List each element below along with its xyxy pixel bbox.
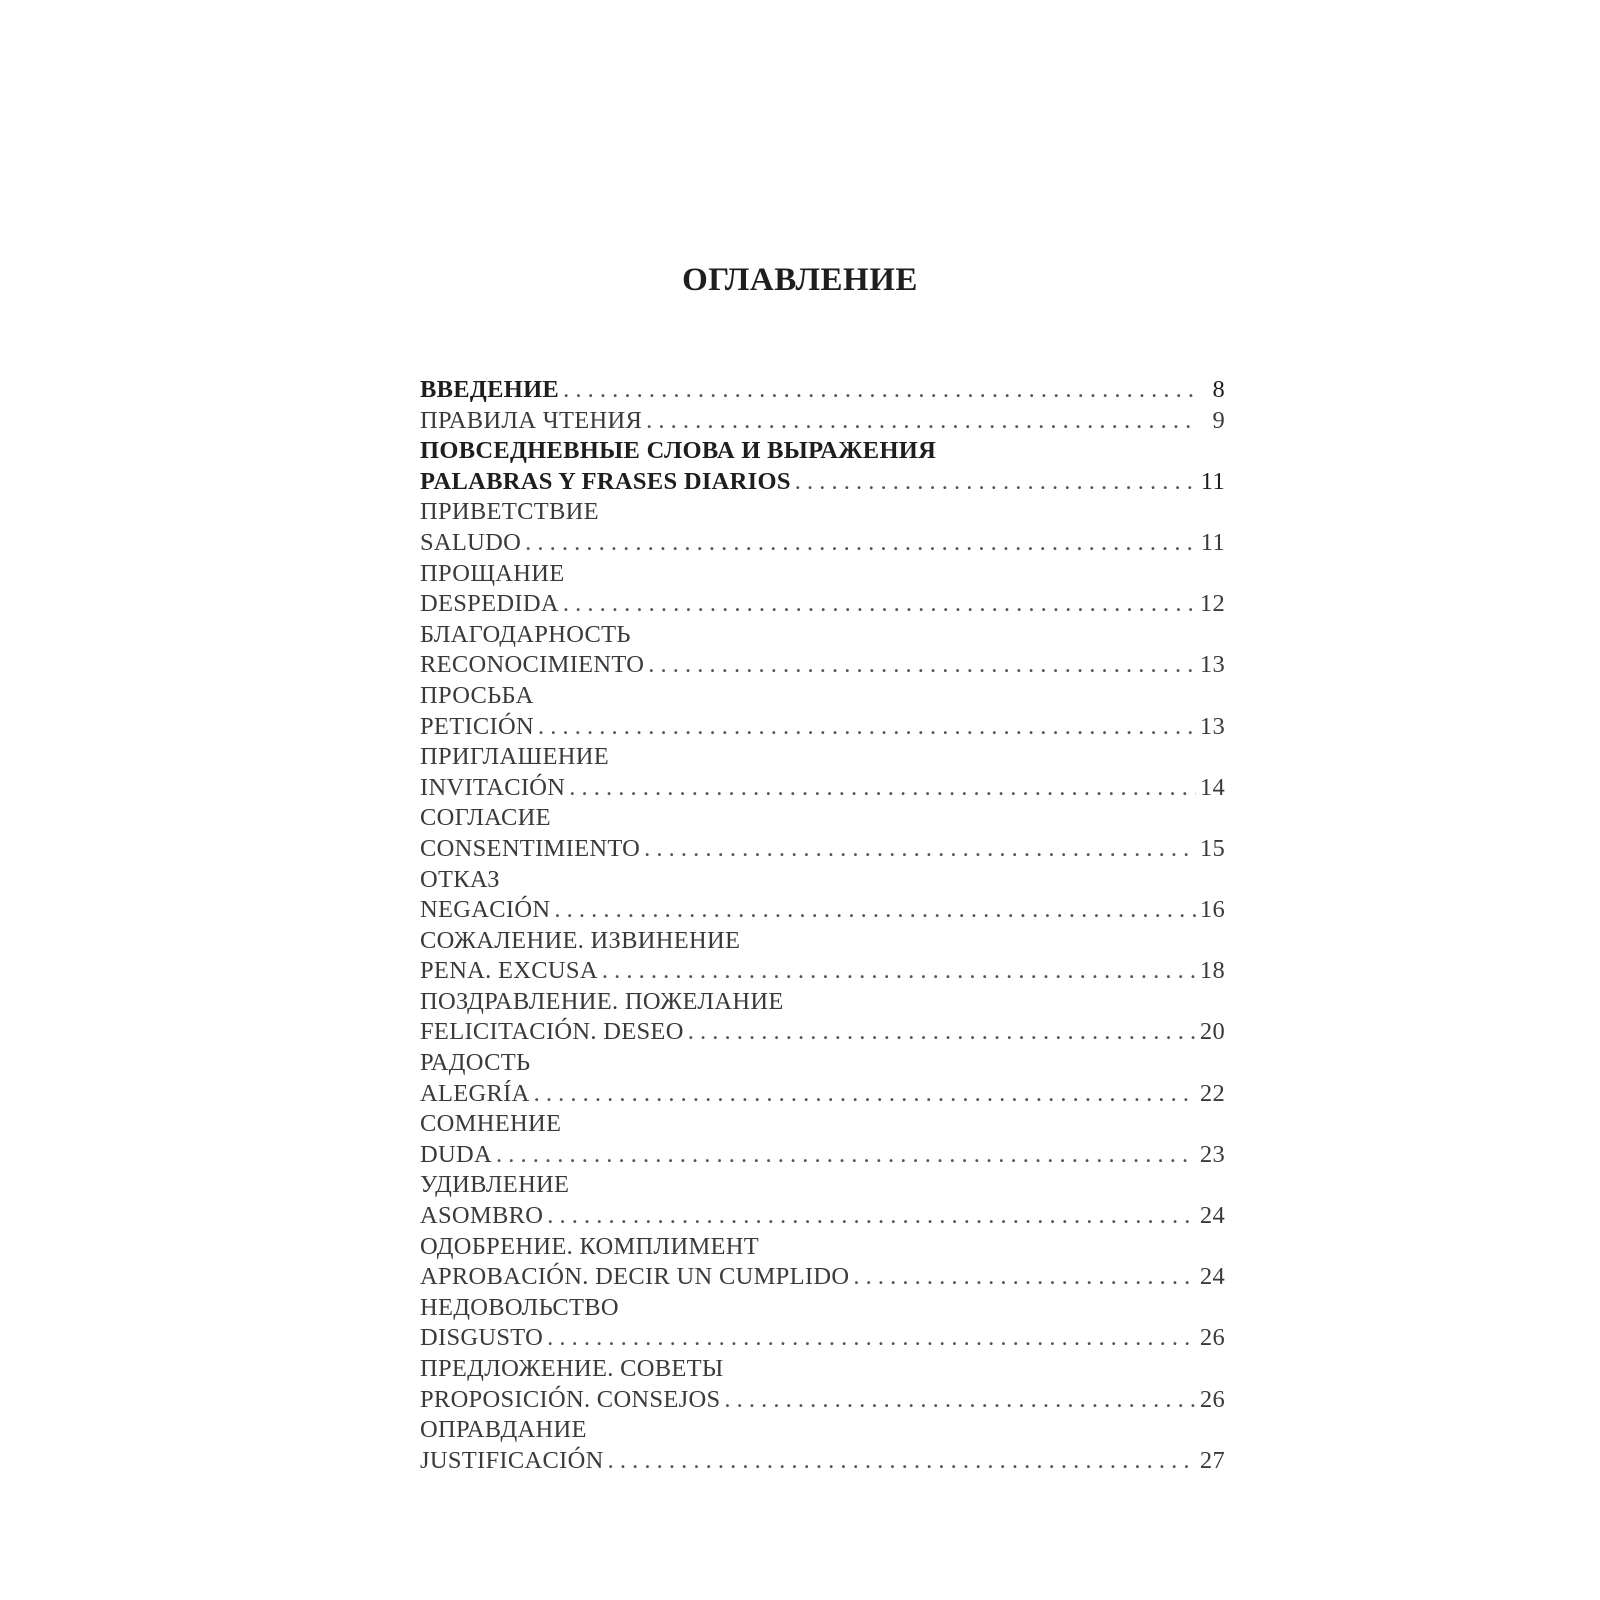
dot-leader [688, 1017, 1196, 1048]
toc-entry [420, 987, 1225, 1018]
toc-entry-label: ALEGRÍA [420, 1079, 530, 1107]
toc-entry [420, 1048, 1225, 1079]
toc-entry [420, 1446, 1225, 1477]
table-of-contents [420, 375, 1225, 1476]
toc-entry [420, 1415, 1225, 1446]
dot-leader [644, 834, 1196, 865]
toc-entry-label: PROPOSICIÓN. CONSEJOS [420, 1385, 721, 1413]
toc-entry [420, 803, 1225, 834]
toc-entry-page-number: 27 [1199, 1446, 1225, 1474]
dot-leader [602, 956, 1196, 987]
toc-entry-label: СОМНЕНИЕ [420, 1110, 562, 1138]
toc-entry [420, 436, 1225, 467]
toc-entry [420, 773, 1225, 804]
toc-entry [420, 1232, 1225, 1263]
toc-entry [420, 926, 1225, 957]
toc-entry-label: ПРИГЛАШЕНИЕ [420, 743, 609, 771]
toc-entry [420, 375, 1225, 406]
toc-entry-label: DESPEDIDA [420, 590, 559, 618]
toc-entry [420, 559, 1225, 590]
toc-entry [420, 528, 1225, 559]
dot-leader [534, 1079, 1196, 1110]
toc-entry [420, 1354, 1225, 1385]
toc-entry-label: ОТКАЗ [420, 865, 500, 893]
dot-leader [795, 467, 1197, 498]
toc-entry [420, 712, 1225, 743]
toc-entry-page-number: 18 [1199, 957, 1225, 985]
toc-entry [420, 956, 1225, 987]
dot-leader [608, 1446, 1196, 1477]
toc-entry-page-number: 22 [1199, 1079, 1225, 1107]
toc-entry-page-number: 23 [1199, 1140, 1225, 1168]
dot-leader [646, 406, 1199, 437]
toc-entry [420, 589, 1225, 620]
dot-leader [569, 773, 1196, 804]
toc-entry-label: ОДОБРЕНИЕ. КОМПЛИМЕНТ [420, 1232, 760, 1260]
toc-entry [420, 406, 1225, 437]
toc-entry-label: NEGACIÓN [420, 896, 551, 924]
toc-entry [420, 497, 1225, 528]
toc-entry-label: INVITACIÓN [420, 773, 566, 801]
toc-entry-page-number: 12 [1199, 590, 1225, 618]
toc-entry [420, 467, 1225, 498]
dot-leader [538, 712, 1196, 743]
dot-leader [563, 375, 1199, 406]
toc-entry-label: ОПРАВДАНИЕ [420, 1416, 587, 1444]
dot-leader [547, 1323, 1196, 1354]
toc-entry [420, 865, 1225, 896]
toc-entry-label: ПОВСЕДНЕВНЫЕ СЛОВА И ВЫРАЖЕНИЯ [420, 437, 937, 465]
toc-entry-label: RECONOCIMIENTO [420, 651, 645, 679]
toc-entry-label: APROBACIÓN. DECIR UN CUMPLIDO [420, 1263, 850, 1291]
toc-entry-label: DUDA [420, 1140, 492, 1168]
toc-entry [420, 681, 1225, 712]
toc-entry-page-number: 13 [1199, 712, 1225, 740]
toc-entry-page-number: 11 [1200, 528, 1225, 556]
toc-entry [420, 1079, 1225, 1110]
toc-entry [420, 1170, 1225, 1201]
toc-entry-label: CONSENTIMIENTO [420, 834, 641, 862]
toc-entry-page-number: 26 [1199, 1324, 1225, 1352]
toc-entry [420, 1140, 1225, 1171]
toc-entry-label: FELICITACIÓN. DESEO [420, 1018, 684, 1046]
toc-entry-label: PALABRAS Y FRASES DIARIOS [420, 467, 791, 495]
toc-entry-label: СОЖАЛЕНИЕ. ИЗВИНЕНИЕ [420, 926, 741, 954]
toc-entry-label: СОГЛАСИЕ [420, 804, 551, 832]
toc-entry-label: JUSTIFICACIÓN [420, 1446, 604, 1474]
toc-entry-page-number: 26 [1199, 1385, 1225, 1413]
dot-leader [648, 650, 1196, 681]
toc-entry-page-number: 14 [1199, 773, 1225, 801]
toc-entry [420, 1323, 1225, 1354]
toc-entry [420, 1262, 1225, 1293]
toc-entry-label: ПРОСЬБА [420, 681, 534, 709]
toc-entry-label: РАДОСТЬ [420, 1049, 531, 1077]
toc-entry [420, 650, 1225, 681]
toc-entry [420, 895, 1225, 926]
toc-entry [420, 1293, 1225, 1324]
toc-entry [420, 1017, 1225, 1048]
dot-leader [853, 1262, 1196, 1293]
toc-entry-page-number: 13 [1199, 651, 1225, 679]
toc-entry [420, 620, 1225, 651]
toc-entry-page-number: 9 [1212, 406, 1225, 434]
dot-leader [724, 1385, 1196, 1416]
toc-entry-page-number: 24 [1199, 1263, 1225, 1291]
toc-entry-label: PETICIÓN [420, 712, 535, 740]
page-title: ОГЛАВЛЕНИЕ [682, 262, 918, 298]
toc-entry [420, 1201, 1225, 1232]
toc-entry [420, 834, 1225, 865]
dot-leader [554, 895, 1196, 926]
toc-entry [420, 1385, 1225, 1416]
toc-entry-label: ASOMBRO [420, 1202, 544, 1230]
toc-entry-label: НЕДОВОЛЬСТВО [420, 1293, 619, 1321]
toc-entry-page-number: 24 [1199, 1202, 1225, 1230]
dot-leader [496, 1140, 1196, 1171]
toc-entry-label: ПРИВЕТСТВИЕ [420, 498, 599, 526]
toc-entry-label: PENA. EXCUSA [420, 957, 598, 985]
toc-entry-label: ВВЕДЕНИЕ [420, 376, 560, 403]
toc-entry-page-number: 11 [1200, 467, 1225, 495]
toc-entry [420, 742, 1225, 773]
toc-entry-label: DISGUSTO [420, 1324, 544, 1352]
toc-entry-page-number: 20 [1199, 1018, 1225, 1046]
toc-entry [420, 1109, 1225, 1140]
dot-leader [525, 528, 1197, 559]
toc-entry-label: БЛАГОДАРНОСТЬ [420, 620, 631, 648]
toc-entry-label: УДИВЛЕНИЕ [420, 1171, 570, 1199]
toc-entry-label: ПРЕДЛОЖЕНИЕ. СОВЕТЫ [420, 1355, 724, 1382]
toc-entry-label: ПОЗДРАВЛЕНИЕ. ПОЖЕЛАНИЕ [420, 987, 784, 1015]
toc-entry-page-number: 15 [1199, 834, 1225, 862]
toc-entry-page-number: 8 [1212, 376, 1225, 403]
toc-entry-label: SALUDO [420, 528, 522, 556]
dot-leader [563, 589, 1196, 620]
toc-entry-page-number: 16 [1199, 896, 1225, 924]
dot-leader [547, 1201, 1196, 1232]
toc-entry-label: ПРОЩАНИЕ [420, 559, 565, 587]
toc-entry-label: ПРАВИЛА ЧТЕНИЯ [420, 406, 643, 434]
